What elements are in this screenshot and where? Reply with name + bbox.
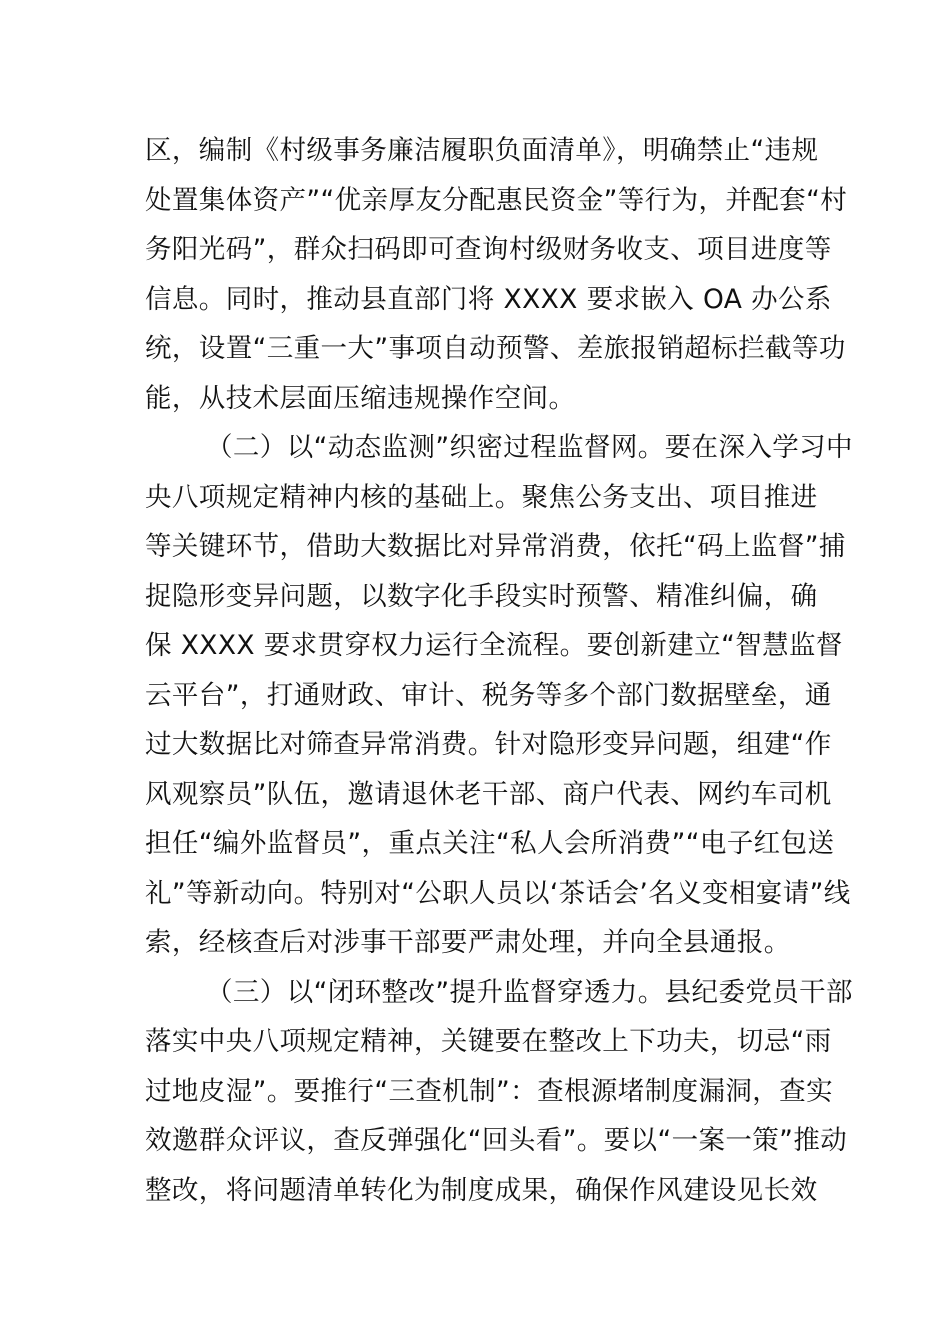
text-line: 担任“编外监督员”，重点关注“私人会所消费”“电子红包送 [145,828,835,859]
text-line: 效邀群众评议，查反弹强化“回头看”。要以“一案一策”推动 [145,1125,848,1156]
text-line: 落实中央八项规定精神，关键要在整改上下功夫，切忌“雨 [145,1026,832,1057]
text-line: 过大数据比对筛查异常消费。针对隐形变异问题，组建“作 [145,729,832,760]
text-line: 整改，将问题清单转化为制度成果，确保作风建设见长效 [145,1174,818,1206]
text-line: 索，经核查后对涉事干部要严肃处理，并向全县通报。 [145,927,791,958]
text-line: 统，设置“三重一大”事项自动预警、差旅报销超标拦截等功 [145,333,846,364]
text-line: 区，编制《村级事务廉洁履职负面清单》，明确禁止“违规 [145,135,819,166]
text-line: 礼”等新动向。特别对“公职人员以‘茶话会’名义变相宴请”线 [145,877,851,909]
paragraph-section-3 [145,968,853,1216]
text-line: 过地皮湿”。要推行“三查机制”：查根源堵制度漏洞，查实 [145,1075,833,1107]
text-line: 处置集体资产”“优亲厚友分配惠民资金”等行为，并配套“村 [145,184,848,216]
text-line: 云平台”，打通财政、审计、税务等多个部门数据壁垒，通 [145,679,832,711]
text-line: 等关键环节，借助大数据比对异常消费，依托“码上监督”捕 [145,531,846,562]
text-line: 央八项规定精神内核的基础上。聚焦公务支出、项目推进 [145,481,818,513]
paragraph-continued [145,126,848,423]
text-line: 捉隐形变异问题，以数字化手段实时预警、精准纠偏，确 [145,580,818,612]
text-line-first: （三）以“闭环整改”提升监督穿透力。县纪委党员干部 [206,976,853,1008]
paragraph-section-2 [145,423,853,968]
document-body [145,126,853,1215]
text-line: 信息。同时，推动县直部门将 XXXX 要求嵌入 OA 办公系 [145,283,832,315]
text-line-first: （二）以“动态监测”织密过程监督网。要在深入学习中 [206,432,853,463]
text-line: 能，从技术层面压缩违规操作空间。 [145,382,576,414]
text-line: 风观察员”队伍，邀请退休老干部、商户代表、网约车司机 [145,778,832,810]
text-line: 务阳光码”，群众扫码即可查询村级财务收支、项目进度等 [145,234,832,265]
text-line: 保 XXXX 要求贯穿权力运行全流程。要创新建立“智慧监督 [145,630,843,661]
